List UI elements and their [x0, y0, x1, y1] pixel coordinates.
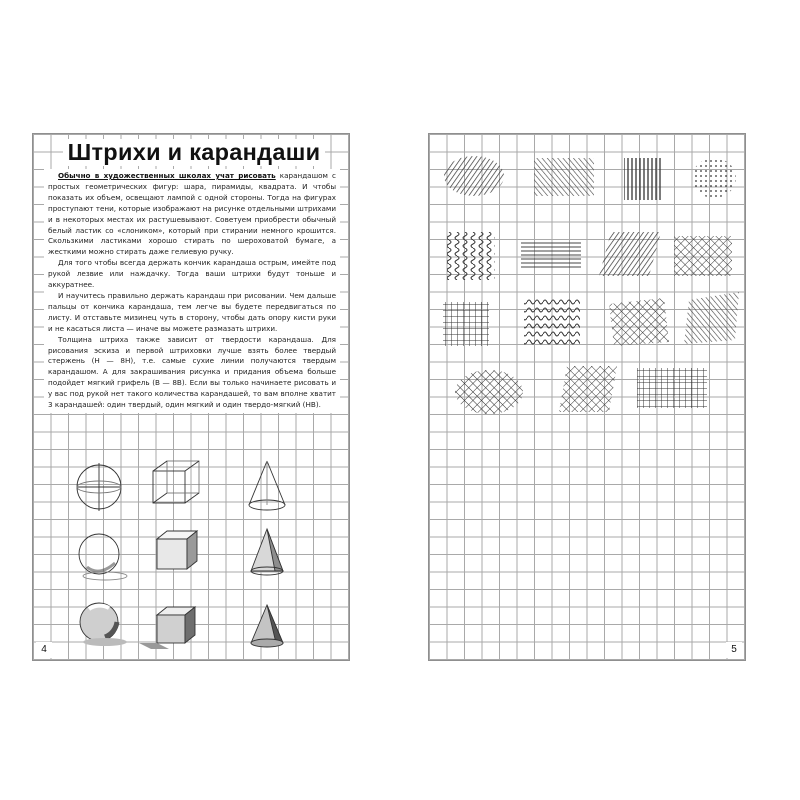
hatch-sample-4 — [692, 158, 736, 198]
paragraph-1-text: карандашом с простых геометрических фигур: шара, пирамиды, квадрата. И чтобы показать их объем, освещают лампой с одной стороны. Тогда на фигурах проступают тени, которые изображают на рисунке отдельными штрихами и в некоторых местах их растушевывают. Советуем приобрести обычный белый ластик со «слоником», который при стирании немного крошится. Скользкими ластиками хорошо стирать по шероховатой бумаге, а жесткими можно стирать даже гелиевую ручку. — [48, 171, 336, 257]
hatch-sample-6 — [521, 240, 581, 268]
page-number-right: 5 — [726, 642, 742, 658]
hatch-sample-5 — [447, 232, 495, 280]
sphere-shaded-icon — [79, 534, 127, 580]
cube-toned-icon — [139, 607, 195, 649]
cone-construction-icon — [249, 461, 285, 510]
paragraph-1-lead: Обычно в художественных школах учат рисовать — [58, 171, 276, 180]
left-page — [32, 133, 350, 661]
hatch-sample-2 — [534, 158, 594, 196]
paragraph-4: Толщина штриха также зависит от твердости карандаша. Для рисования эскиза и первой штриховки лучше взять более твердый стержень (H — 8H), т.е. самые сухие линии получаются твердым карандашом. А для закрашивания рисунка и придания объема больше подойдет мягкий грифель (B — 8B). Если вы только начинаете рисовать и у вас под рукой нет такого количества карандашей, то вам вполне хватит 3 карандашей: один твердый, один мягкий и один твердо-мягкий (HB). — [48, 334, 336, 410]
cube-construction-icon — [153, 461, 199, 503]
paragraph-1 — [48, 171, 336, 258]
paragraph-3: И научитесь правильно держать карандаш при рисовании. Чем дальше пальцы от кончика карандаша, тем легче вы будете передвигаться по листу. И отставьте мизинец чуть в сторону, чтобы дать опору кисти руки и не касаться листа — иначе вы можете размазать штрихи. — [48, 290, 336, 333]
hatch-sample-9 — [443, 302, 489, 346]
paragraph-2: Для того чтобы всегда держать кончик карандаша острым, имейте под рукой лезвие или наждачку. Тогда ваши штрихи будут тоньше и аккуратнее. — [48, 258, 336, 290]
hatch-sample-1 — [444, 156, 504, 196]
cone-shaded-icon — [251, 529, 283, 575]
hatch-sample-10 — [524, 299, 580, 347]
cone-toned-icon — [251, 605, 283, 647]
text-block — [44, 169, 340, 413]
hatch-sample-14 — [559, 366, 617, 412]
hatch-sample-11 — [609, 298, 669, 346]
page-title: Штрихи и карандаши — [63, 139, 325, 166]
right-page — [428, 133, 746, 661]
hatch-sample-12 — [684, 292, 739, 344]
cube-shaded-icon — [157, 531, 197, 569]
hatching-samples — [439, 154, 739, 414]
sphere-toned-icon — [80, 603, 127, 646]
hatch-sample-7 — [599, 232, 661, 276]
geometric-shapes-sketch — [69, 459, 319, 649]
sphere-construction-icon — [77, 463, 121, 511]
page-number-left: 4 — [36, 642, 52, 658]
hatch-sample-3 — [624, 158, 662, 200]
hatch-sample-13 — [455, 370, 523, 414]
hatch-sample-8 — [674, 236, 732, 276]
hatch-sample-15 — [637, 368, 707, 408]
